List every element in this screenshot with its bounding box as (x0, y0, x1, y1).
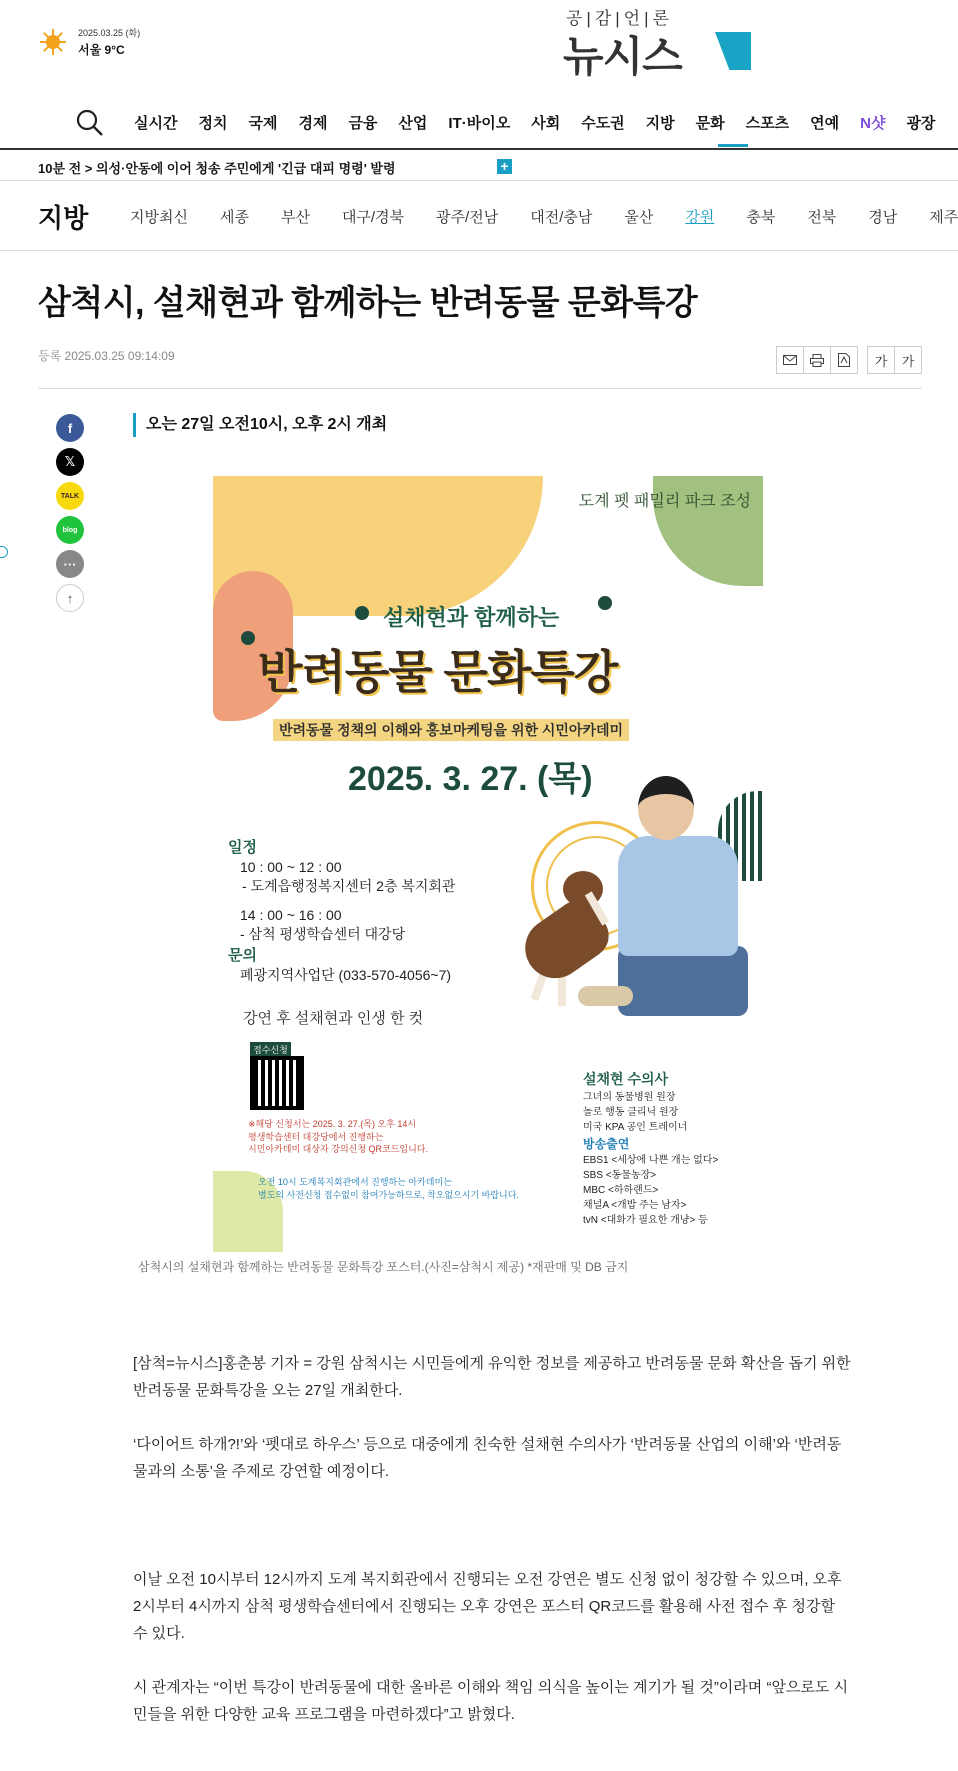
poster-schedule (228, 838, 455, 985)
schedule-time-1: 10 : 00 ~ 12 : 00 (240, 859, 342, 876)
qr-note (248, 1118, 428, 1156)
subnav-item-daegu[interactable]: 대구/경북 (341, 209, 405, 226)
qr-note-2 (258, 1176, 519, 1201)
schedule-place-1: - 도계읍행정복지센터 2층 복지회관 (242, 878, 456, 895)
divider (38, 388, 922, 389)
vet-career: 놀로 행동 클리닉 원장 (583, 1107, 679, 1118)
subnav-item-gangwon[interactable]: 강원 (685, 209, 715, 226)
divider (0, 250, 958, 251)
article-registered-date: 등록 2025.03.25 09:14:09 (38, 349, 175, 363)
vet-career: 그녀의 동물병원 원장 (583, 1092, 676, 1103)
contact-label: 문의 (228, 946, 257, 964)
comment-icon[interactable]: ··· (56, 550, 84, 578)
qr-code[interactable] (250, 1056, 304, 1110)
subnav-item-jeju[interactable]: 제주 (929, 209, 958, 226)
nav-item-it-bio[interactable]: IT·바이오 (448, 115, 511, 132)
contact-info: 폐광지역사업단 (033-570-4056~7) (240, 967, 452, 984)
article-paragraph: 시 관계자는 “이번 특강이 반려동물에 대한 올바른 이해와 책임 의식을 높이는 계기가 될 것”이라며 “앞으로도 시민들을 위한 다양한 교육 프로그램을 마련하겠다”고 밝혔다. (133, 1679, 849, 1723)
site-logo[interactable] (563, 4, 773, 80)
qr-note-line: 평생학습센터 대강당에서 진행하는 (248, 1131, 384, 1142)
tv-appearance: tvN <대화가 필요한 개냥> 등 (583, 1215, 708, 1226)
nav-item-politics[interactable]: 정치 (198, 115, 228, 132)
qr-note-line: ※해당 신청서는 2025. 3. 27.(목) 오후 14시 (248, 1119, 417, 1129)
nav-item-nshot[interactable]: N샷 (860, 115, 886, 132)
scroll-top-icon[interactable]: ↑ (56, 584, 84, 612)
nav-item-society[interactable]: 사회 (531, 115, 561, 132)
nav-item-plaza[interactable]: 광장 (906, 115, 936, 132)
weather-city-temp: 서울 9°C (78, 43, 125, 57)
kakaotalk-icon[interactable]: TALK (56, 482, 84, 510)
email-icon[interactable] (776, 346, 804, 374)
article-headline: 삼척시, 설채현과 함께하는 반려동물 문화특강 (38, 284, 698, 322)
tv-appearance: EBS1 <세상에 나쁜 개는 없다> (583, 1155, 719, 1166)
x-twitter-icon[interactable]: 𝕏 (56, 448, 84, 476)
poster-badge: 도계 펫 패밀리 파크 조성 (578, 493, 751, 510)
tv-appearance: 채널A <개밥 주는 남자> (583, 1200, 687, 1211)
paw-icon (241, 631, 255, 645)
logo-tagline: 공|감|언|론 (566, 9, 673, 28)
tv-label: 방송출연 (583, 1137, 630, 1151)
dog-photo (513, 871, 623, 1011)
sun-icon (40, 29, 66, 55)
article-paragraph: [삼척=뉴시스]홍춘봉 기자 = 강원 삼척시는 시민들에게 유익한 정보를 제공하고 반려동물 문화 확산을 돕기 위한 반려동물 문화특강을 오는 27일 개최한다. (133, 1355, 851, 1399)
subnav-item-ulsan[interactable]: 울산 (624, 209, 654, 226)
logo-name: 뉴시스 (563, 33, 682, 80)
subnav-item-gyeongnam[interactable]: 경남 (868, 209, 898, 226)
facebook-icon[interactable]: f (56, 414, 84, 442)
nav-item-culture[interactable]: 문화 (695, 115, 725, 132)
print-icon[interactable] (803, 346, 831, 374)
tv-appearance: MBC <하하랜드> (583, 1185, 659, 1196)
article-subtitle: 오는 27일 오전10시, 오후 2시 개최 (133, 413, 387, 437)
side-tab-icon[interactable] (0, 546, 8, 558)
poster-photo-event: 강연 후 설채현과 인생 한 컷 (243, 1010, 424, 1027)
article-paragraph: 이날 오전 10시부터 12시까지 도계 복지회관에서 진행되는 오전 강연은 별도 신청 없이 청강할 수 있으며, 오후 2시부터 4시까지 삼척 평생학습센터에서 진행되는 오후 강연은 포스터 QR코드를 활용해 사전 접수 후 청강할 수 있다. (133, 1571, 842, 1642)
schedule-time-2: 14 : 00 ~ 16 : 00 (240, 907, 342, 924)
schedule-place-2: - 삼척 평생학습센터 대강당 (240, 925, 406, 942)
schedule-label: 일정 (228, 839, 257, 856)
qr-label: 접수신청 (250, 1042, 291, 1057)
nav-item-sports[interactable]: 스포츠 (745, 115, 790, 132)
subnav-item-latest[interactable]: 지방최신 (130, 209, 188, 226)
nav-item-economy[interactable]: 경제 (298, 115, 328, 132)
logo-mark-icon (715, 32, 751, 70)
tv-appearance: SBS <동물농장> (583, 1170, 657, 1181)
qr-note-line: 오전 10시 도계복지회관에서 진행하는 아카데미는 (258, 1177, 452, 1187)
poster-main-title: 반려동물 문화특강 (258, 646, 618, 698)
vet-name: 설채현 수의사 (583, 1071, 669, 1087)
vet-photo (608, 776, 748, 1036)
weather-widget (40, 26, 140, 58)
section-title[interactable]: 지방 (38, 203, 89, 233)
nav-item-finance[interactable]: 금융 (348, 115, 378, 132)
nav-active-indicator (718, 144, 748, 147)
nav-item-entertainment[interactable]: 연예 (810, 115, 840, 132)
font-increase-button[interactable]: 가 (894, 346, 922, 374)
pdf-icon[interactable] (830, 346, 858, 374)
image-caption: 삼척시의 설채현과 함께하는 반려동물 문화특강 포스터.(사진=삼척시 제공) *재판매 및 DB 금지 (138, 1260, 629, 1274)
share-bar (56, 414, 86, 618)
section-subnav (130, 206, 958, 227)
article-poster-image (213, 476, 763, 1252)
poster-date: 2025. 3. 27. (목) (348, 760, 593, 798)
nav-item-metro[interactable]: 수도권 (581, 115, 625, 132)
subnav-item-gwangju[interactable]: 광주/전남 (436, 209, 499, 226)
article-paragraph: ‘다이어트 하개?!’와 ‘펫대로 하우스’ 등으로 대중에게 친숙한 설채현 수의사가 ‘반려동물 산업의 이해’와 ‘반려동물과의 소통’을 주제로 강연할 예정이다. (133, 1436, 842, 1480)
nav-item-international[interactable]: 국제 (248, 115, 278, 132)
subnav-item-daejeon[interactable]: 대전/충남 (530, 209, 593, 226)
breaking-more-button[interactable]: + (497, 159, 512, 174)
blog-icon[interactable]: blog (56, 516, 84, 544)
divider (0, 148, 958, 150)
main-nav (72, 104, 952, 144)
qr-note-line: 시민아카데미 대상자 강의신청 QR코드입니다. (248, 1144, 428, 1155)
nav-item-realtime[interactable]: 실시간 (134, 115, 178, 132)
subnav-item-chungbuk[interactable]: 충북 (746, 209, 776, 226)
paw-icon (598, 596, 612, 610)
breaking-news-ticker[interactable]: 10분 전 > 의성·안동에 이어 청송 주민에게 '긴급 대피 명령' 발령 (38, 161, 396, 176)
vet-career: 미국 KPA 공인 트레이너 (583, 1122, 688, 1133)
poster-tagline: 반려동물 정책의 이해와 홍보마케팅을 위한 시민아카데미 (273, 719, 629, 741)
nav-item-local[interactable]: 지방 (645, 115, 675, 132)
paw-icon (355, 606, 369, 620)
subnav-item-sejong[interactable]: 세종 (219, 209, 249, 226)
subnav-item-busan[interactable]: 부산 (280, 209, 310, 226)
nav-item-industry[interactable]: 산업 (398, 115, 428, 132)
qr-note-line: 별도의 사전신청 접수없이 참여가능하므로, 착오없으시기 바랍니다. (258, 1189, 519, 1200)
poster-subtitle: 설채현과 함께하는 (383, 605, 560, 630)
search-icon[interactable] (75, 108, 105, 138)
divider (0, 180, 958, 181)
vet-profile (583, 1069, 718, 1228)
article-tools (777, 346, 922, 374)
weather-date: 2025.03.25 (화) (78, 28, 141, 38)
subnav-item-jeonbuk[interactable]: 전북 (807, 209, 837, 226)
font-decrease-button[interactable]: 가 (867, 346, 895, 374)
